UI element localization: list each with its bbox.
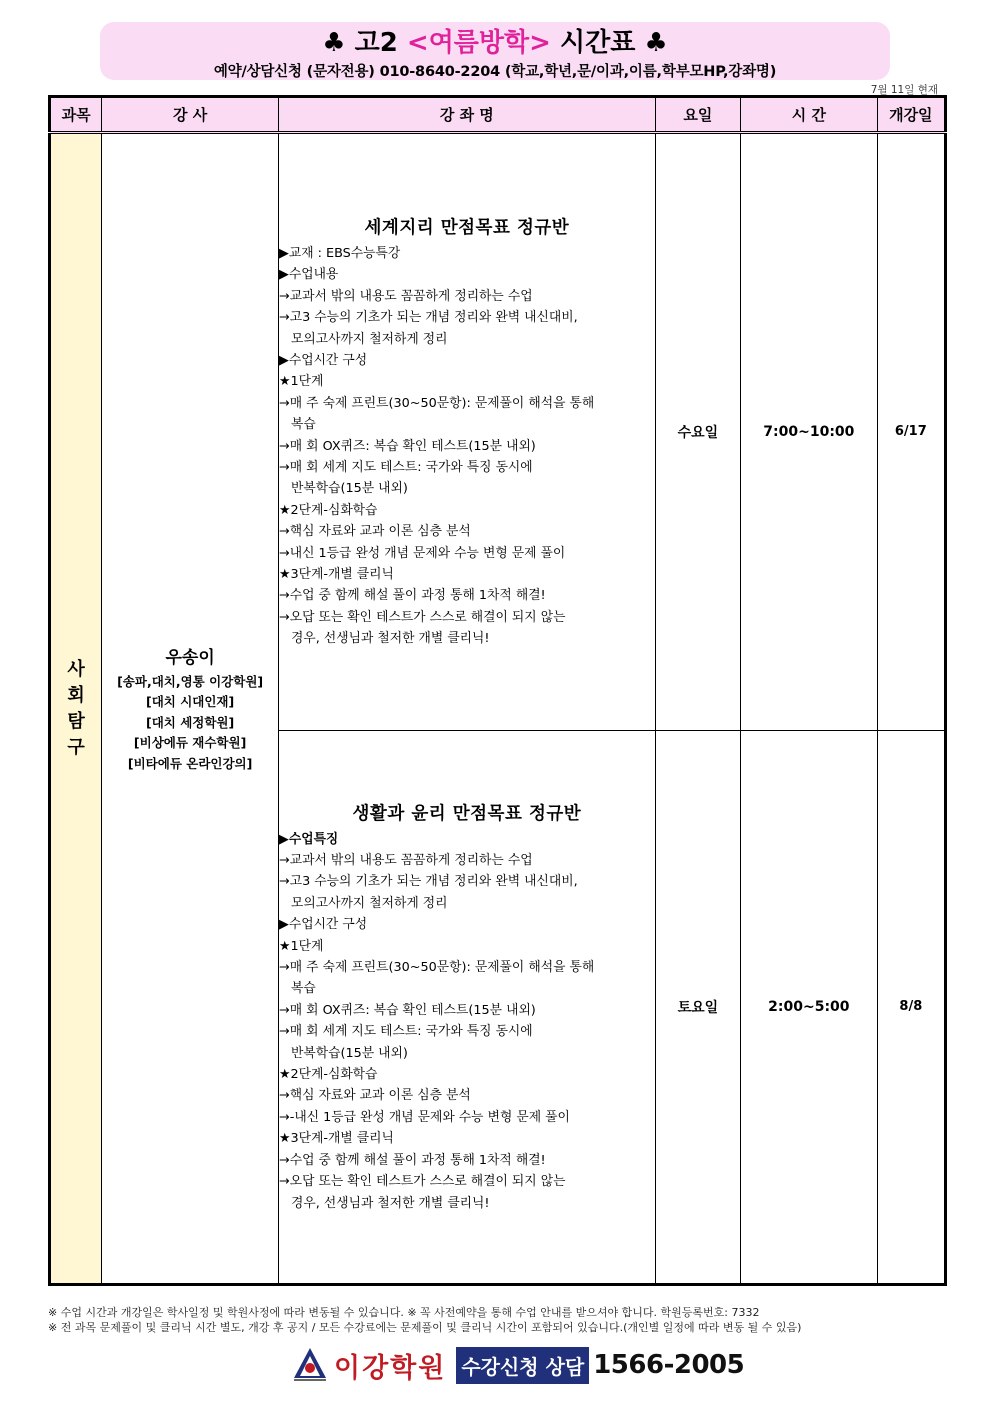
- table-header-row: [50, 97, 946, 133]
- academy-footer: [290, 1345, 744, 1385]
- course-line: →오답 또는 확인 테스트가 스스로 해결이 되지 않는: [279, 609, 566, 625]
- course-line: 경우, 선생님과 철저한 개별 클리닉!: [291, 1195, 490, 1211]
- course-title: 생활과 윤리 만점목표 정규반: [352, 803, 582, 824]
- reservation-info: 예약/상담신청 (문자전용) 010-8640-2204 (학교,학년,문/이과,이름,학부모HP,강좌명): [213, 64, 777, 80]
- course-line: →오답 또는 확인 테스트가 스스로 해결이 되지 않는: [279, 1174, 566, 1190]
- course-line: →매 주 숙제 프린트(30~50문항): 문제풀이 해석을 통해: [279, 960, 595, 976]
- header-day: 요일: [655, 97, 740, 133]
- day-cell: 수요일: [655, 133, 740, 731]
- course-line: 반복학습(15분 내외): [291, 1045, 408, 1061]
- course-line: ★1단계: [279, 374, 324, 390]
- course-line: 모의고사까지 철저하게 정리: [291, 331, 448, 347]
- course-line: ▶수업시간 구성: [279, 352, 368, 368]
- page-title: [100, 26, 890, 60]
- schedule-table: [48, 95, 947, 1286]
- affiliation-item: [비상에듀 재수학원]: [133, 735, 247, 751]
- course-line: ★3단계-개별 클리닉: [279, 1131, 394, 1147]
- header-time: 시 간: [741, 97, 878, 133]
- time-cell: 2:00~5:00: [741, 730, 878, 1284]
- course-line: →고3 수능의 기초가 되는 개념 정리와 완벽 내신대비,: [279, 310, 578, 326]
- subject-label: 사회탐구: [67, 658, 85, 758]
- course-line: →교과서 밖의 내용도 꼼꼼하게 정리하는 수업: [279, 853, 533, 868]
- header-start-date: 개강일: [877, 97, 945, 133]
- footnote: ※ 전 과목 문제풀이 및 클리닉 시간 별도, 개강 후 공지 / 모든 수강료에는 문제풀이 및 클리닉 시간이 포함되어 있습니다.(개인별 일정에 따라 변동 될 수 있음): [48, 1321, 802, 1334]
- title-suffix: 시간표 ♣: [550, 28, 668, 58]
- header-teacher: 강 사: [102, 97, 279, 133]
- title-highlight: <여름방학>: [406, 28, 551, 58]
- date-note: 7월 11일 현재: [870, 84, 938, 96]
- course-line: ★2단계-심화학습: [279, 1067, 378, 1083]
- teacher-cell: [102, 133, 279, 1285]
- course-line: 복습: [291, 981, 316, 997]
- affiliation-item: [송파,대치,영통 이강학원]: [117, 673, 264, 689]
- start-date-cell: 8/8: [877, 730, 945, 1284]
- course-line: →핵심 자료와 교과 이론 심층 분석: [279, 1088, 471, 1104]
- course-line: →수업 중 함께 해설 풀이 과정 통해 1차적 해결!: [279, 588, 546, 604]
- course-cell: [279, 133, 656, 731]
- affiliation-item: [비타에듀 온라인강의]: [127, 755, 253, 771]
- teacher-name: 우송이: [165, 647, 215, 668]
- course-title: 세계지리 만점목표 정규반: [364, 217, 570, 238]
- table-row: [50, 133, 946, 731]
- start-date-cell: 6/17: [877, 133, 945, 731]
- course-cell: [279, 730, 656, 1284]
- course-line: →-내신 1등급 완성 개념 문제와 수능 변형 문제 풀이: [279, 1109, 570, 1125]
- course-line: ★1단계: [279, 938, 324, 954]
- course-line: ★3단계-개별 클리닉: [279, 566, 394, 582]
- course-line: ▶교재 : EBS수능특강: [279, 245, 401, 261]
- footnotes: [48, 1305, 801, 1335]
- course-line: →매 주 숙제 프린트(30~50문항): 문제풀이 해석을 통해: [279, 395, 595, 411]
- course-line: →교과서 밖의 내용도 꼼꼼하게 정리하는 수업: [279, 288, 533, 304]
- course-description: [279, 829, 655, 1214]
- course-line: ★2단계-심화학습: [279, 502, 378, 518]
- course-line: →핵심 자료와 교과 이론 심층 분석: [279, 524, 471, 540]
- academy-emblem-icon: [290, 1346, 330, 1384]
- course-line: ▶수업시간 구성: [279, 917, 368, 933]
- course-line: 반복학습(15분 내외): [291, 481, 408, 497]
- consult-badge: 수강신청 상담: [456, 1347, 589, 1384]
- course-description: [279, 243, 655, 650]
- consult-phone: 1566-2005: [593, 1350, 745, 1380]
- title-prefix: ♣ 고2: [322, 28, 407, 58]
- course-line: →매 회 OX퀴즈: 복습 확인 테스트(15분 내외): [279, 1002, 536, 1018]
- title-banner: [100, 22, 890, 80]
- course-line: →고3 수능의 기초가 되는 개념 정리와 완벽 내신대비,: [279, 874, 578, 890]
- course-line: 복습: [291, 417, 316, 433]
- academy-name: 이강학원: [334, 1352, 447, 1384]
- course-line: →내신 1등급 완성 개념 문제와 수능 변형 문제 풀이: [279, 545, 566, 561]
- subject-cell: [50, 133, 102, 1285]
- affiliation-item: [대치 시대인재]: [145, 694, 235, 710]
- course-line: →수업 중 함께 해설 풀이 과정 통해 1차적 해결!: [279, 1152, 546, 1168]
- course-line: 모의고사까지 철저하게 정리: [291, 895, 448, 911]
- teacher-affiliations: [102, 672, 278, 775]
- course-line: →매 회 OX퀴즈: 복습 확인 테스트(15분 내외): [279, 438, 536, 454]
- header-course: 강 좌 명: [279, 97, 656, 133]
- time-cell: 7:00~10:00: [741, 133, 878, 731]
- course-line: →매 회 세계 지도 테스트: 국가와 특징 동시에: [279, 1024, 533, 1040]
- course-line: ▶수업내용: [279, 267, 339, 283]
- header-subject: 과목: [50, 97, 102, 133]
- day-cell: 토요일: [655, 730, 740, 1284]
- course-line: ▶수업특징: [279, 831, 339, 847]
- course-line: 경우, 선생님과 철저한 개별 클리닉!: [291, 631, 490, 647]
- course-line: →매 회 세계 지도 테스트: 국가와 특징 동시에: [279, 459, 533, 475]
- footnote: ※ 수업 시간과 개강일은 학사일정 및 학원사정에 따라 변동될 수 있습니다. ※ 꼭 사전예약을 통해 수업 안내를 받으셔야 합니다. 학원등록번호: 7332: [48, 1306, 760, 1319]
- affiliation-item: [대치 세정학원]: [145, 714, 235, 730]
